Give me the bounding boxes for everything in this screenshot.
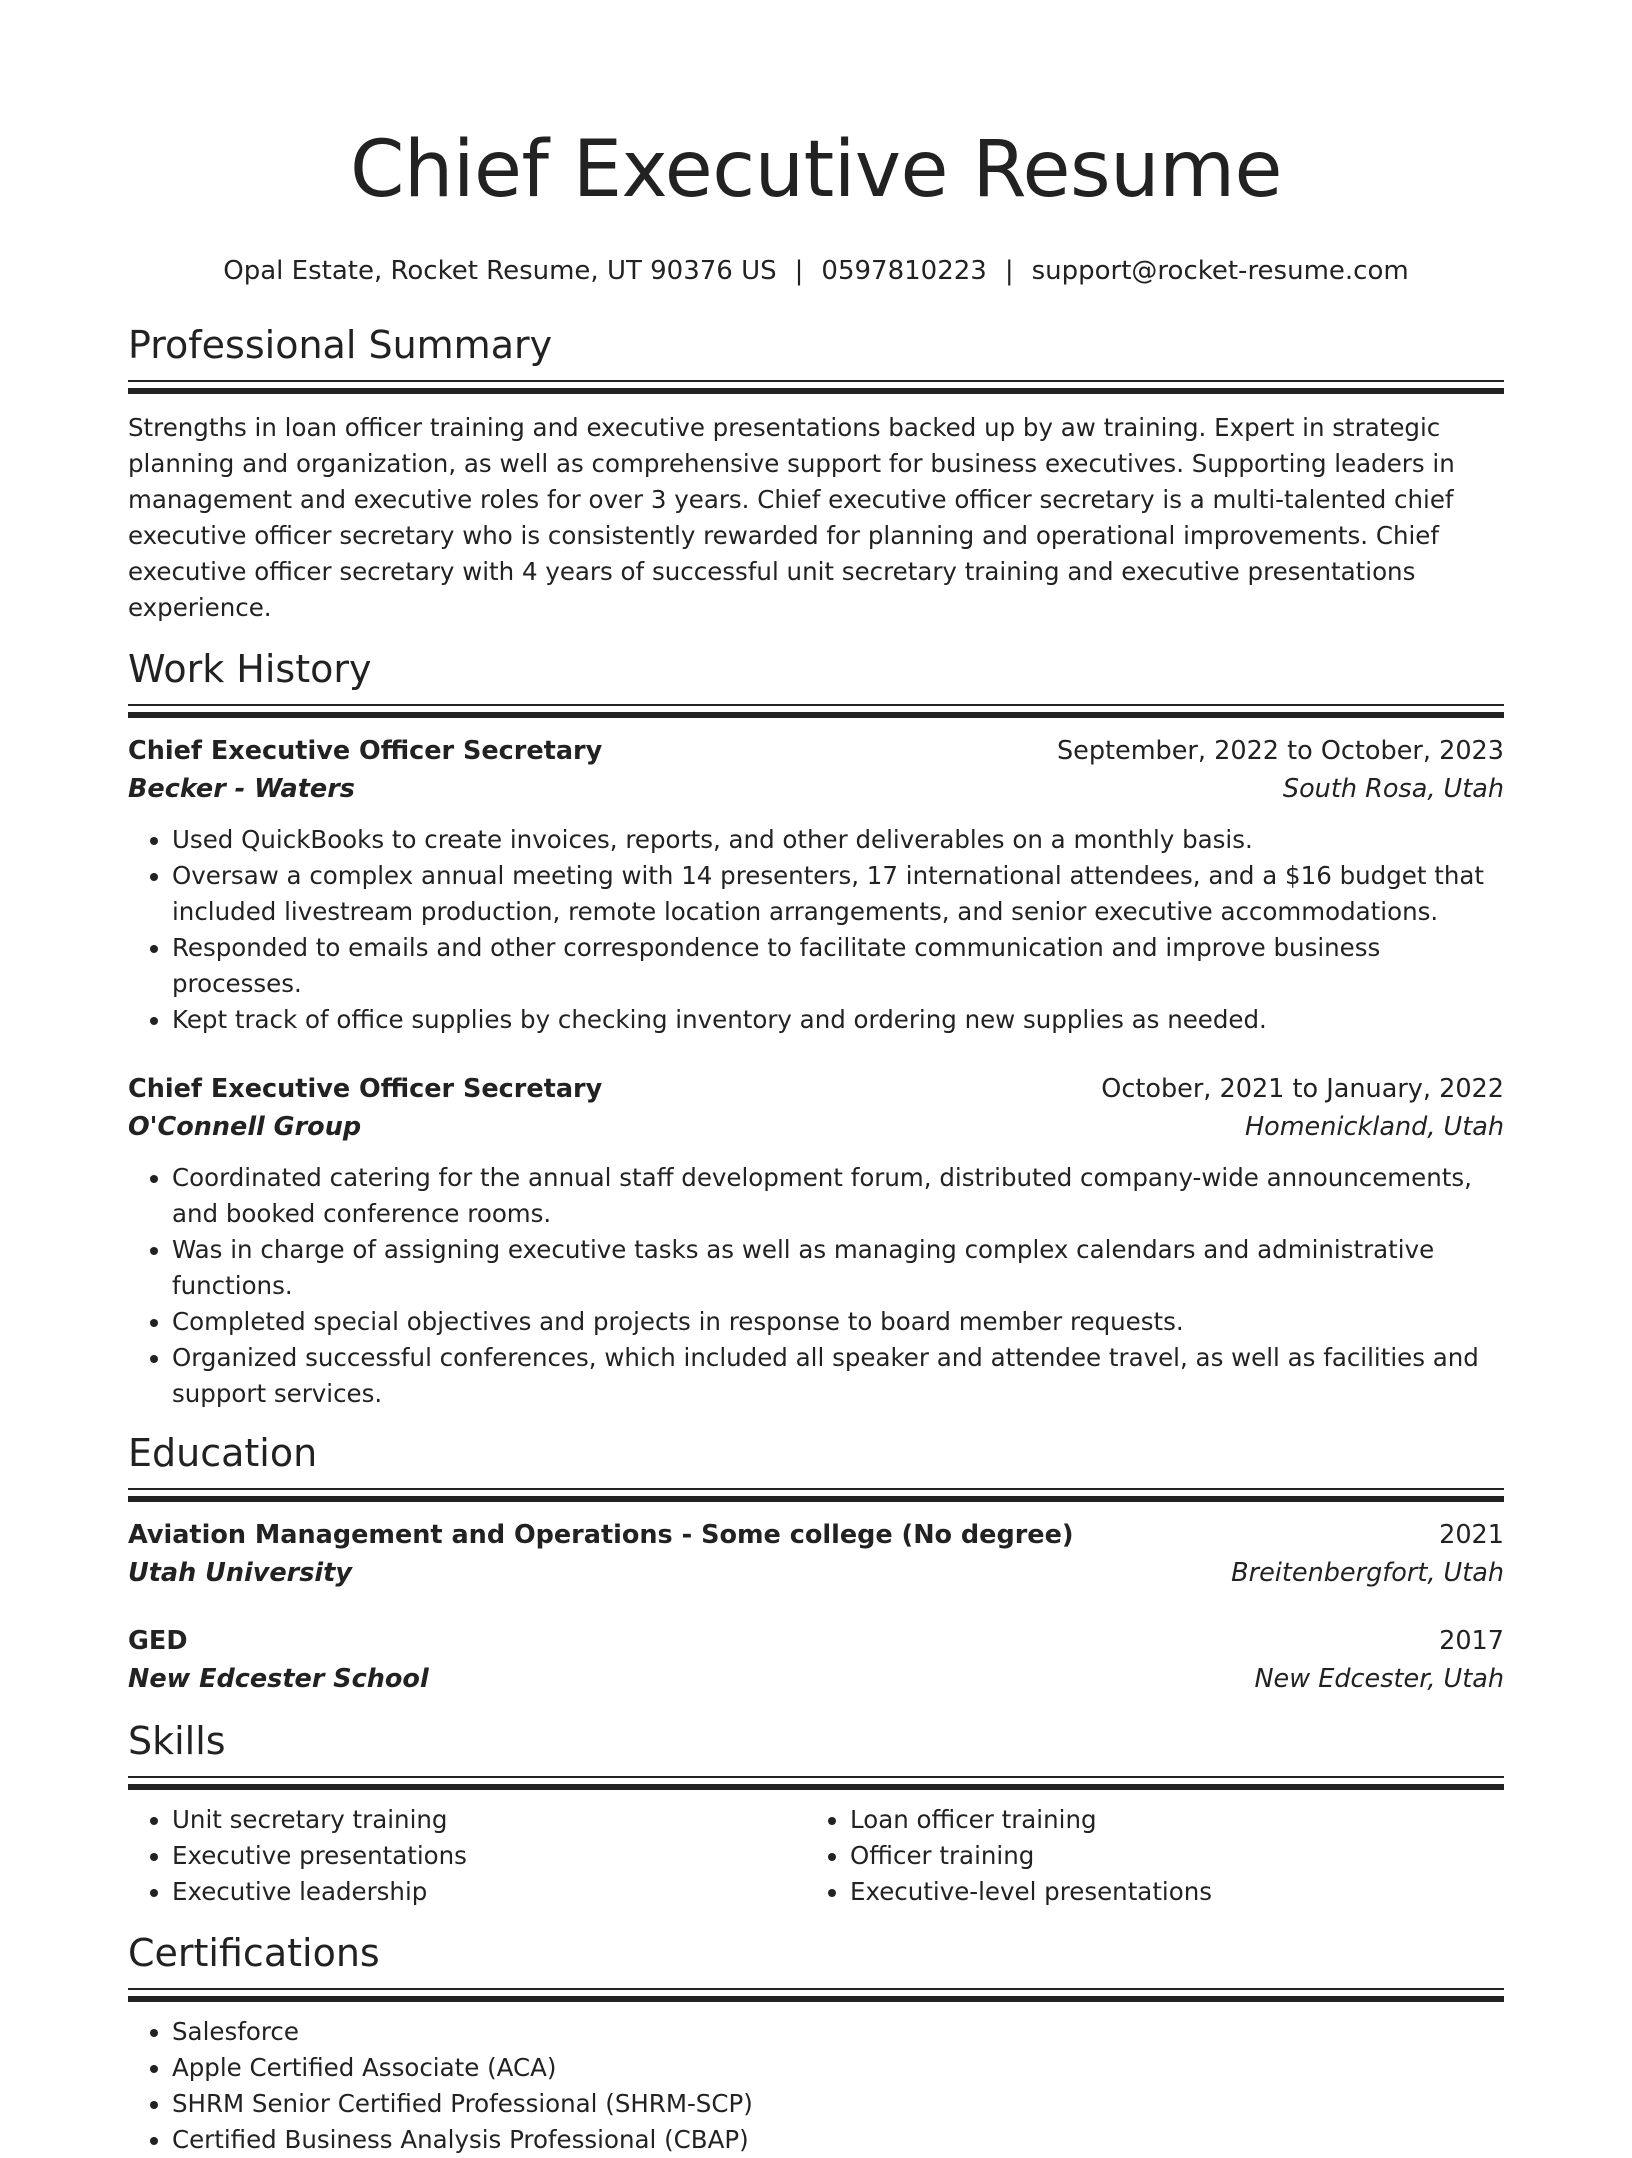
job-company: O'Connell Group xyxy=(128,1112,362,1142)
list-item: • Coordinated catering for the annual staff development forum, distributed company-wide announcements, and booked conference rooms. xyxy=(172,1160,1504,1232)
list-item: • Certified Business Analysis Professional (CBAP) xyxy=(172,2122,1504,2158)
list-item: • Executive presentations xyxy=(172,1838,806,1874)
job-title: Chief Executive Officer Secretary xyxy=(128,736,603,766)
section-divider xyxy=(128,380,1504,396)
job-company: Becker - Waters xyxy=(128,774,355,804)
list-item: • SHRM Senior Certified Professional (SHRM-SCP) xyxy=(172,2086,1504,2122)
education-location: Breitenbergfort, Utah xyxy=(1231,1558,1504,1588)
skills-column-left xyxy=(128,1802,806,1910)
education-entry xyxy=(128,1622,1504,1698)
job-title: Chief Executive Officer Secretary xyxy=(128,1074,603,1104)
education-header-row xyxy=(128,1622,1504,1660)
certifications-list xyxy=(128,2014,1504,2158)
section-divider xyxy=(128,1776,1504,1792)
contact-address: Opal Estate, Rocket Resume, UT 90376 US xyxy=(223,256,777,286)
list-item: • Executive leadership xyxy=(172,1874,806,1910)
education-degree: GED xyxy=(128,1626,188,1656)
section-divider xyxy=(128,704,1504,720)
list-item: • Loan officer training xyxy=(850,1802,1484,1838)
job-bullets xyxy=(128,822,1504,1038)
job-bullets xyxy=(128,1160,1504,1412)
education-location: New Edcester, Utah xyxy=(1254,1664,1504,1694)
education-entry xyxy=(128,1516,1504,1592)
job-location: Homenickland, Utah xyxy=(1244,1112,1504,1142)
contact-separator: | xyxy=(1004,256,1014,286)
resume-title: Chief Executive Resume xyxy=(349,125,1283,215)
list-item: • Used QuickBooks to create invoices, reports, and other deliverables on a monthly basis. xyxy=(172,822,1504,858)
job-header-row xyxy=(128,1070,1504,1108)
section-heading-summary: Professional Summary xyxy=(128,323,553,367)
job-header-row xyxy=(128,732,1504,770)
contact-phone: 0597810223 xyxy=(821,256,987,286)
certifications-section xyxy=(128,1928,1504,2158)
education-section xyxy=(128,1428,1504,1698)
job-dates: September, 2022 to October, 2023 xyxy=(1056,736,1504,766)
section-heading-education: Education xyxy=(128,1431,318,1475)
resume-page xyxy=(128,0,1504,2158)
education-year: 2017 xyxy=(1439,1626,1504,1656)
list-item: • Officer training xyxy=(850,1838,1484,1874)
list-item: • Oversaw a complex annual meeting with 14 presenters, 17 international attendees, and a $16 budget that included livestream production, remote location arrangements, and senior executive accommodations. xyxy=(172,858,1504,930)
list-item: • Completed special objectives and projects in response to board member requests. xyxy=(172,1304,1504,1340)
skills-column-right xyxy=(806,1802,1484,1910)
section-divider xyxy=(128,1488,1504,1504)
contact-separator: | xyxy=(794,256,804,286)
list-item: • Executive-level presentations xyxy=(850,1874,1484,1910)
list-item: • Salesforce xyxy=(172,2014,1504,2050)
education-sub-row xyxy=(128,1554,1504,1592)
skills-list xyxy=(128,1802,806,1910)
skills-section xyxy=(128,1716,1504,1910)
list-item: • Apple Certified Associate (ACA) xyxy=(172,2050,1504,2086)
contact-line xyxy=(128,254,1504,288)
education-header-row xyxy=(128,1516,1504,1554)
list-item: • Unit secretary training xyxy=(172,1802,806,1838)
education-school: New Edcester School xyxy=(128,1664,429,1694)
education-sub-row xyxy=(128,1660,1504,1698)
list-item: • Responded to emails and other correspondence to facilitate communication and improve business processes. xyxy=(172,930,1504,1002)
education-degree: Aviation Management and Operations - Some college (No degree) xyxy=(128,1520,1074,1550)
job-sub-row xyxy=(128,1108,1504,1146)
list-item: • Organized successful conferences, which included all speaker and attendee travel, as well as facilities and support services. xyxy=(172,1340,1504,1412)
section-heading-skills: Skills xyxy=(128,1719,226,1763)
section-heading-work: Work History xyxy=(128,647,372,691)
contact-email: support@rocket-resume.com xyxy=(1031,256,1409,286)
job-sub-row xyxy=(128,770,1504,808)
education-year: 2021 xyxy=(1439,1520,1504,1550)
list-item: • Was in charge of assigning executive tasks as well as managing complex calendars and administrative functions. xyxy=(172,1232,1504,1304)
summary-text: Strengths in loan officer training and executive presentations backed up by aw training. Expert in strategic planning and organization, as well as comprehensive support for business executives. Supporting leaders in management and executive roles for over 3 years. Chief executive officer secretary is a multi-talented chief executive officer secretary who is consistently rewarded for planning and operational improvements. Chief executive officer secretary with 4 years of successful unit secretary training and executive presentations experience. xyxy=(128,413,1455,622)
summary-section xyxy=(128,320,1504,626)
job-entry xyxy=(128,1070,1504,1412)
work-section xyxy=(128,644,1504,1412)
job-location: South Rosa, Utah xyxy=(1282,774,1504,804)
list-item: • Kept track of office supplies by checking inventory and ordering new supplies as needed. xyxy=(172,1002,1504,1038)
job-entry xyxy=(128,732,1504,1038)
education-school: Utah University xyxy=(128,1558,352,1588)
section-divider xyxy=(128,1988,1504,2004)
skills-grid xyxy=(128,1802,1504,1910)
skills-list xyxy=(806,1802,1484,1910)
job-dates: October, 2021 to January, 2022 xyxy=(1101,1074,1504,1104)
section-heading-certifications: Certifications xyxy=(128,1931,380,1975)
